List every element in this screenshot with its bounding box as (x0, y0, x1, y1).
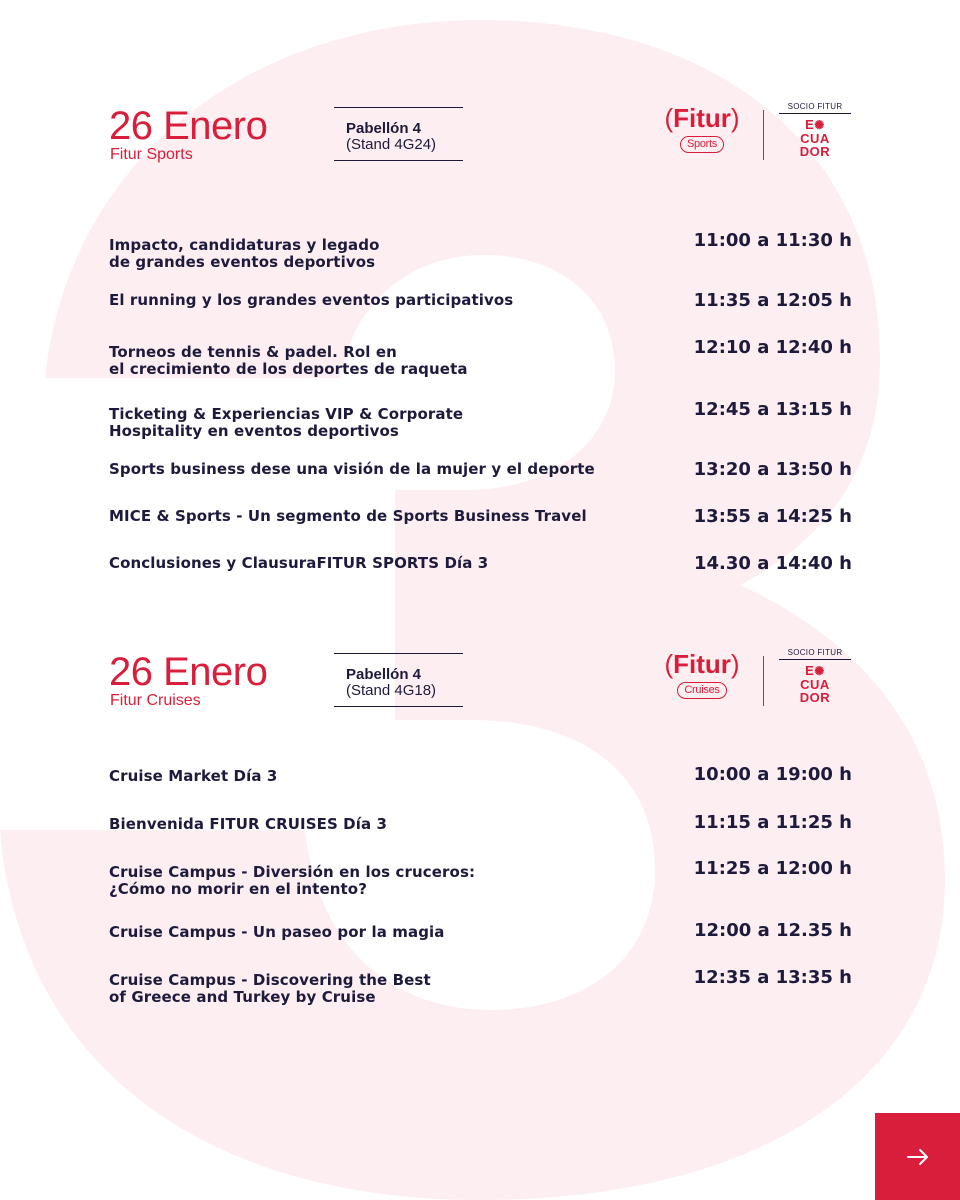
event-time: 11:35 a 12:05 h (693, 290, 852, 311)
event-time: 12:45 a 13:15 h (693, 399, 852, 420)
arrow-right-icon (907, 1149, 929, 1165)
partner-label: SOCIO FITUR (779, 102, 851, 114)
event-title: Cruise Market Día 3 (109, 767, 278, 785)
event-title: Conclusiones y ClausuraFITUR SPORTS Día 3 (109, 554, 489, 572)
partner-label: SOCIO FITUR (779, 648, 851, 660)
partner-line3: DOR (799, 690, 831, 705)
event-time: 13:55 a 14:25 h (693, 506, 852, 527)
pavilion-name: Pabellón 4 (346, 120, 422, 137)
event-time: 10:00 a 19:00 h (693, 764, 852, 785)
ecuador-partner-logo (779, 102, 851, 158)
logo-word: Fitur (673, 649, 731, 679)
pavilion-box (334, 653, 463, 707)
section-date: 26 Enero (109, 104, 268, 148)
pavilion-stand: (Stand 4G18) (346, 682, 437, 699)
event-time: 12:00 a 12.35 h (694, 920, 852, 941)
event-title: Ticketing & Experiencias VIP & Corporate Hospitality en eventos deportivos (109, 405, 464, 440)
event-title: Cruise Campus - Discovering the Best of Greece and Turkey by Cruise (109, 971, 431, 1006)
event-title: El running y los grandes eventos participativos (109, 291, 514, 309)
event-time: 14.30 a 14:40 h (694, 553, 852, 574)
event-title: Impacto, candidaturas y legado de grandes eventos deportivos (109, 236, 380, 271)
event-time: 12:10 a 12:40 h (693, 337, 852, 358)
pavilion-name: Pabellón 4 (346, 666, 422, 683)
sun-icon: ✺ (814, 664, 825, 678)
section-subtitle: Fitur Cruises (110, 692, 201, 709)
event-time: 11:15 a 11:25 h (693, 812, 852, 833)
event-time: 12:35 a 13:35 h (693, 967, 852, 988)
logo-word: Fitur (673, 103, 731, 133)
ecuador-partner-logo (779, 648, 851, 704)
logo-pill: Sports (680, 136, 724, 153)
sun-icon: ✺ (814, 118, 825, 132)
event-title: Bienvenida FITUR CRUISES Día 3 (109, 815, 388, 833)
logo-group (648, 102, 858, 164)
fitur-sports-logo: (Fitur) Sports (650, 104, 754, 153)
partner-line2: CUA (800, 131, 830, 146)
pavilion-box (334, 107, 463, 161)
event-time: 11:25 a 12:00 h (693, 858, 852, 879)
partner-line2: CUA (800, 677, 830, 692)
event-title: Torneos de tennis & padel. Rol en el crecimiento de los deportes de raqueta (109, 343, 468, 378)
fitur-cruises-logo: (Fitur) Cruises (650, 650, 754, 699)
event-title: MICE & Sports - Un segmento de Sports Business Travel (109, 507, 587, 525)
event-time: 13:20 a 13:50 h (693, 459, 852, 480)
partner-line1: E (805, 117, 815, 132)
logo-group (648, 648, 858, 710)
pavilion-stand: (Stand 4G24) (346, 136, 437, 153)
event-title: Sports business dese una visión de la mujer y el deporte (109, 460, 595, 478)
logo-pill: Cruises (677, 682, 726, 699)
section-date: 26 Enero (109, 650, 268, 694)
event-time: 11:00 a 11:30 h (693, 230, 852, 251)
event-title: Cruise Campus - Diversión en los cruceros: ¿Cómo no morir en el intento? (109, 863, 476, 898)
partner-line3: DOR (799, 144, 831, 159)
next-button[interactable] (875, 1113, 960, 1200)
logo-divider (763, 656, 764, 706)
event-title: Cruise Campus - Un paseo por la magia (109, 923, 445, 941)
logo-divider (763, 110, 764, 160)
section-subtitle: Fitur Sports (110, 146, 193, 163)
partner-line1: E (805, 663, 815, 678)
